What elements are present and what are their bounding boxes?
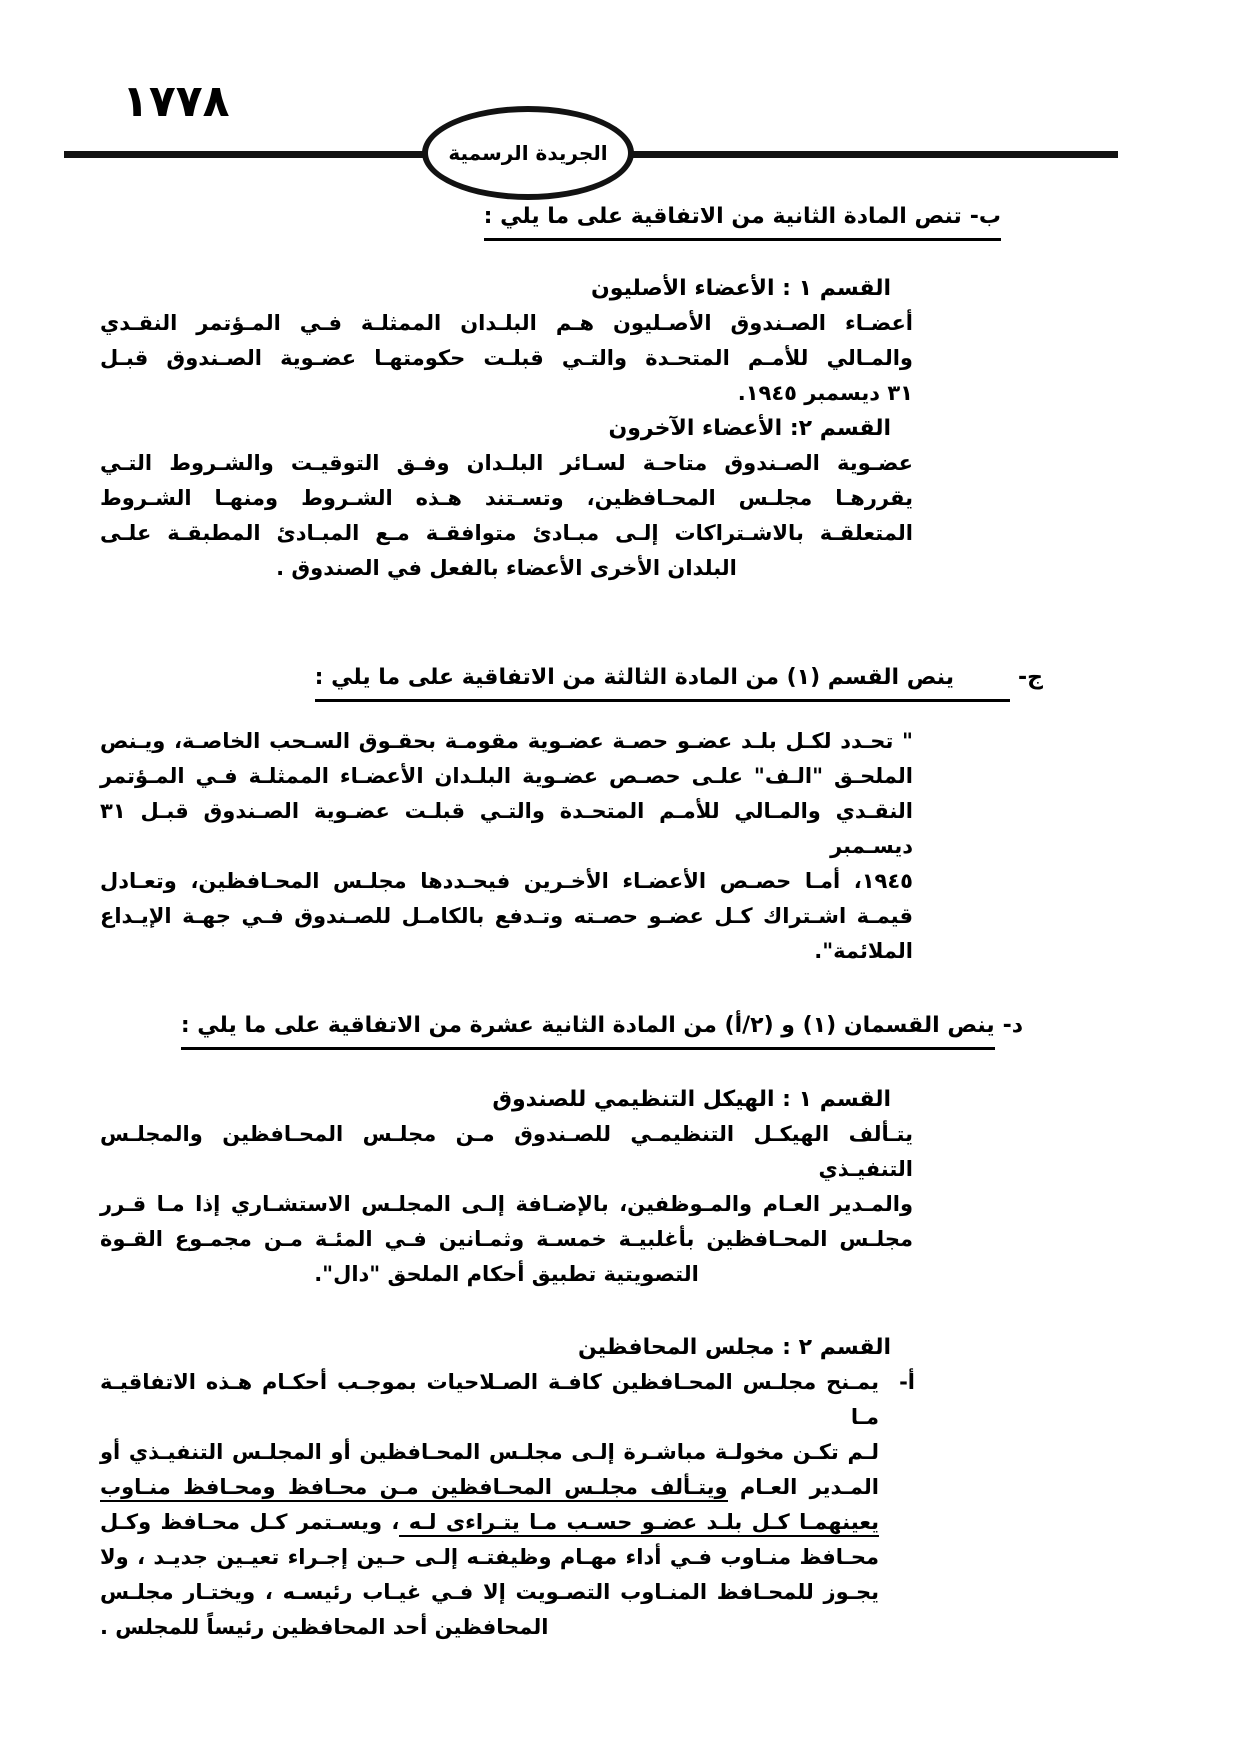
text-segment: أعضـاء الصـندوق الأصـليون هـم البلـدان الممثلـة فـي المـؤتمر النقـدي: [100, 311, 913, 335]
underlined-phrase: ويتـألف مجلـس المحـافظين مـن محـافظ ومحـافظ منـاوب: [100, 1475, 728, 1502]
gazette-seal: [422, 106, 634, 200]
heading-wrap: [181, 1007, 1023, 1050]
text-segment: قيمـة اشـتراك كـل عضـو حصـته وتـدفع بالكامـل للصـندوق فـي جهـة الإيـداع: [100, 904, 913, 928]
text-line: [100, 481, 913, 516]
text-segment: الملحـق "الـف" علـى حصـص عضـوية البلـدان الأعضـاء الممثلـة فـي المـؤتمر: [100, 764, 913, 788]
section-heading: [100, 198, 1001, 241]
text-segment: يجـوز للمحـافظ المنـاوب التصـويت إلا فـي غيـاب رئيسـه ، ويختـار مجلـس: [100, 1580, 879, 1604]
text-segment: المـدير العـام: [727, 1475, 879, 1499]
text-line: [100, 899, 913, 934]
text-line: [100, 551, 913, 586]
text-line: [100, 1540, 879, 1575]
text-segment: " تحـدد لكـل بلـد عضـو حصـة عضـوية مقومـة بحقـوق السـحب الخاصـة، ويـنص: [100, 729, 913, 753]
section-heading: [100, 1007, 1023, 1050]
gazette-title: الجريدة الرسمية: [448, 141, 608, 165]
item-lines: [100, 1365, 879, 1645]
text-line: [100, 794, 913, 864]
paragraph: [100, 724, 913, 969]
text-line: [100, 864, 913, 899]
paragraph: [100, 446, 913, 586]
clause-subheading: القسم ١ : الأعضاء الأصليون: [591, 276, 891, 301]
text-line: [100, 934, 913, 969]
clause-subheading: القسم ٢: الأعضاء الآخرون: [608, 416, 891, 441]
text-segment: ١٩٤٥، أمـا حصـص الأعضـاء الأخـرين فيحـددها مجلـس المحـافظين، وتعـادل: [100, 869, 913, 893]
text-segment: المحافظين أحد المحافظين رئيساً للمجلس .: [100, 1615, 549, 1639]
heading-marker: ب-: [969, 204, 1001, 229]
text-line: [100, 1257, 913, 1292]
text-line: [100, 1435, 879, 1470]
text-line: [100, 1117, 913, 1187]
text-line: [100, 306, 913, 341]
text-segment: البلدان الأخرى الأعضاء بالفعل في الصندوق .: [276, 556, 737, 580]
heading-marker: د-: [1002, 1013, 1023, 1038]
text-segment: ، ويسـتمر كـل محـافظ وكـل: [100, 1510, 400, 1534]
text-segment: محـافظ منـاوب فـي أداء مهـام وظيفتـه إلـى حـين إجـراء تعيـين جديـد ، ولا: [100, 1545, 879, 1569]
section-heading: [100, 659, 1043, 702]
text-line: [100, 1187, 913, 1222]
text-line: [100, 1575, 879, 1610]
text-segment: لـم تكـن مخولـة مباشـرة إلـى مجلـس المحـافظين أو المجلـس التنفيـذي أو: [100, 1440, 879, 1464]
text-line: [100, 759, 913, 794]
text-segment: التصويتية تطبيق أحكام الملحق "دال".: [314, 1262, 699, 1286]
text-line: [100, 724, 913, 759]
clause-subheading: القسم ٢ : مجلس المحافظين: [578, 1335, 891, 1360]
heading-text: ينص القسمان (١) و (٢/أ) من المادة الثانية عشرة من الاتفاقية على ما يلي :: [181, 1007, 995, 1050]
text-segment: النقـدي والمـالي للأمـم المتحـدة والتـي قبلـت عضـوية الصـندوق قبـل ٣١ ديسـمبر: [100, 799, 913, 858]
text-segment: ٣١ ديسمبر ١٩٤٥.: [737, 381, 913, 405]
text-segment: يقررهـا مجلـس المحـافظين، وتسـتند هـذه الشـروط ومنهـا الشـروط: [100, 486, 913, 510]
heading-text: ينص القسم (١) من المادة الثالثة من الاتفاقية على ما يلي :: [315, 659, 1010, 702]
text-line: [100, 1505, 879, 1540]
heading-wrap: [315, 659, 1043, 702]
text-segment: والمـدير العـام والمـوظفين، بالإضـافة إلـى المجلـس الاستشـاري إذا مـا قـرر: [100, 1192, 913, 1216]
text-segment: عضـوية الصـندوق متاحـة لسـائر البلـدان وفـق التوقيـت والشـروط التـي: [100, 451, 913, 475]
heading-marker: ج-: [1018, 665, 1043, 690]
text-line: [100, 341, 913, 376]
text-line: [100, 1222, 913, 1257]
paragraph: [100, 306, 913, 411]
text-line: [100, 446, 913, 481]
text-line: [100, 516, 913, 551]
text-segment: مجلـس المحـافظين بأغلبيـة خمسـة وثمـانين فـي المئـة مـن مجمـوع القـوة: [100, 1227, 913, 1251]
text-line: [100, 376, 913, 411]
heading-text: تنص المادة الثانية من الاتفاقية على ما يلي :: [483, 204, 962, 229]
document-body: [100, 196, 1043, 1645]
paragraph: [100, 1117, 913, 1292]
text-line: [100, 1470, 879, 1505]
page-number: ١٧٧٨: [122, 76, 230, 127]
text-segment: المتعلقـة بالاشـتراكات إلـى مبـادئ متوافقـة مـع المبـادئ المطبقـة علـى: [100, 521, 913, 545]
underlined-phrase: يعينهمـا كـل بلـد عضـو حسـب مـا يتـراءى لـه: [399, 1510, 879, 1537]
text-segment: يمـنح مجلـس المحـافظين كافـة الصـلاحيات بموجـب أحكـام هـذه الاتفاقيـة مـا: [100, 1370, 879, 1429]
list-item: [100, 1365, 913, 1645]
item-marker: أ-: [899, 1370, 915, 1394]
heading-wrap: [484, 198, 1001, 241]
text-line: [100, 1365, 879, 1435]
text-segment: والمـالي للأمـم المتحـدة والتـي قبلـت حكومتهـا عضـوية الصـندوق قبـل: [100, 346, 913, 370]
text-segment: الملائمة".: [814, 939, 913, 963]
text-segment: يتـألف الهيكـل التنظيمـي للصـندوق مـن مجلـس المحـافظين والمجلـس التنفيـذي: [100, 1122, 913, 1181]
clause-subheading: القسم ١ : الهيكل التنظيمي للصندوق: [492, 1087, 891, 1112]
text-line: [100, 1610, 879, 1645]
